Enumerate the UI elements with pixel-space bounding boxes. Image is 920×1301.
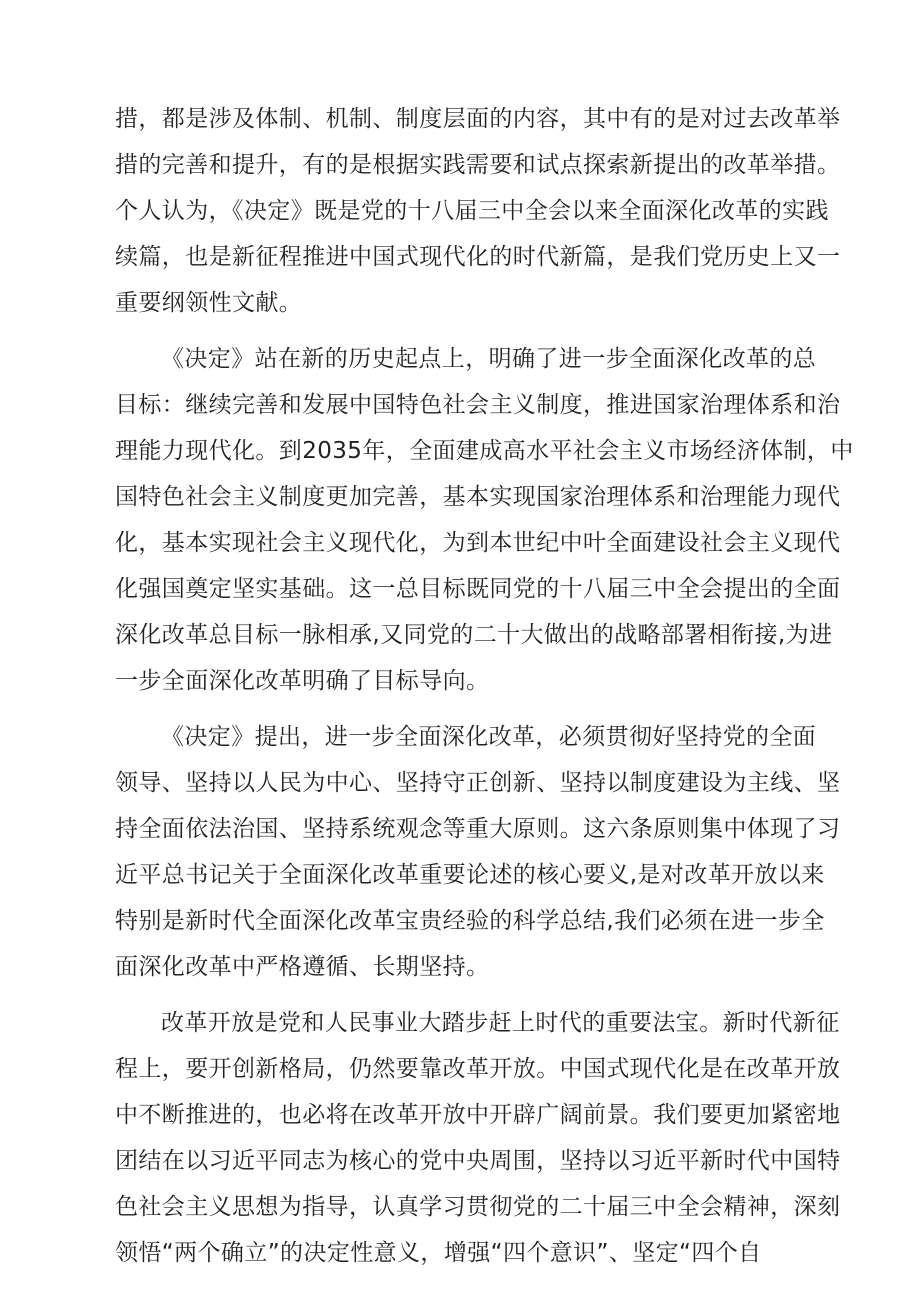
text-line: 个人认为，《决定》既是党的十八届三中全会以来全面深化改革的实践 [115, 198, 829, 224]
text-line: 措，都是涉及体制、机制、制度层面的内容，其中有的是对过去改革举 [115, 106, 841, 132]
text-line: 《决定》提出，进一步全面深化改革，必须贯彻好坚持党的全面 [161, 724, 817, 750]
text-line: 化强国奠定坚实基础。这一总目标既同党的十八届三中全会提出的全面 [115, 576, 841, 602]
text-line: 国特色社会主义制度更加完善，基本实现国家治理体系和治理能力现代 [115, 484, 841, 510]
text-line: 目标：继续完善和发展中国特色社会主义制度，推进国家治理体系和治 [115, 392, 841, 418]
text-line: 色社会主义思想为指导，认真学习贯彻党的二十届三中全会精神，深刻 [115, 1194, 841, 1220]
paragraph-1 [115, 96, 841, 326]
text-line: 面深化改革中严格遵循、长期坚持。 [115, 954, 490, 980]
paragraph-3 [115, 714, 841, 990]
text-line: 持全面依法治国、坚持系统观念等重大原则。这六条原则集中体现了习 [115, 816, 841, 842]
text-line: 中不断推进的，也必将在改革开放中开辟广阔前景。我们要更加紧密地 [115, 1102, 841, 1128]
text-line: 化，基本实现社会主义现代化，为到本世纪中叶全面建设社会主义现代 [115, 530, 841, 556]
text-line: 近平总书记关于全面深化改革重要论述的核心要义,是对改革开放以来 [115, 862, 825, 888]
paragraph-4 [115, 1000, 841, 1276]
text-line: 领导、坚持以人民为中心、坚持守正创新、坚持以制度建设为主线、坚 [115, 770, 841, 796]
text-line: 领悟“两个确立”的决定性意义，增强“四个意识”、坚定“四个自 [115, 1240, 762, 1266]
text-line: 程上，要开创新格局，仍然要靠改革开放。中国式现代化是在改革开放 [115, 1056, 841, 1082]
text-line: 团结在以习近平同志为核心的党中央周围，坚持以习近平新时代中国特 [115, 1148, 841, 1174]
document-body [115, 96, 854, 1286]
paragraph-2 [115, 336, 854, 704]
text-line: 改革开放是党和人民事业大踏步赶上时代的重要法宝。新时代新征 [161, 1010, 840, 1036]
text-line: 特别是新时代全面深化改革宝贵经验的科学总结,我们必须在进一步全 [115, 908, 825, 934]
text-line: 理能力现代化。到2035年，全面建成高水平社会主义市场经济体制，中 [115, 438, 854, 464]
text-line: 《决定》站在新的历史起点上，明确了进一步全面深化改革的总 [161, 346, 817, 372]
text-line: 续篇，也是新征程推进中国式现代化的时代新篇，是我们党历史上又一 [115, 244, 841, 270]
text-line: 重要纲领性文献。 [115, 290, 303, 316]
text-line: 一步全面深化改革明确了目标导向。 [115, 668, 490, 694]
text-line: 措的完善和提升，有的是根据实践需要和试点探索新提出的改革举措。 [115, 152, 841, 178]
text-line: 深化改革总目标一脉相承,又同党的二十大做出的战略部署相衔接,为进 [115, 622, 833, 648]
